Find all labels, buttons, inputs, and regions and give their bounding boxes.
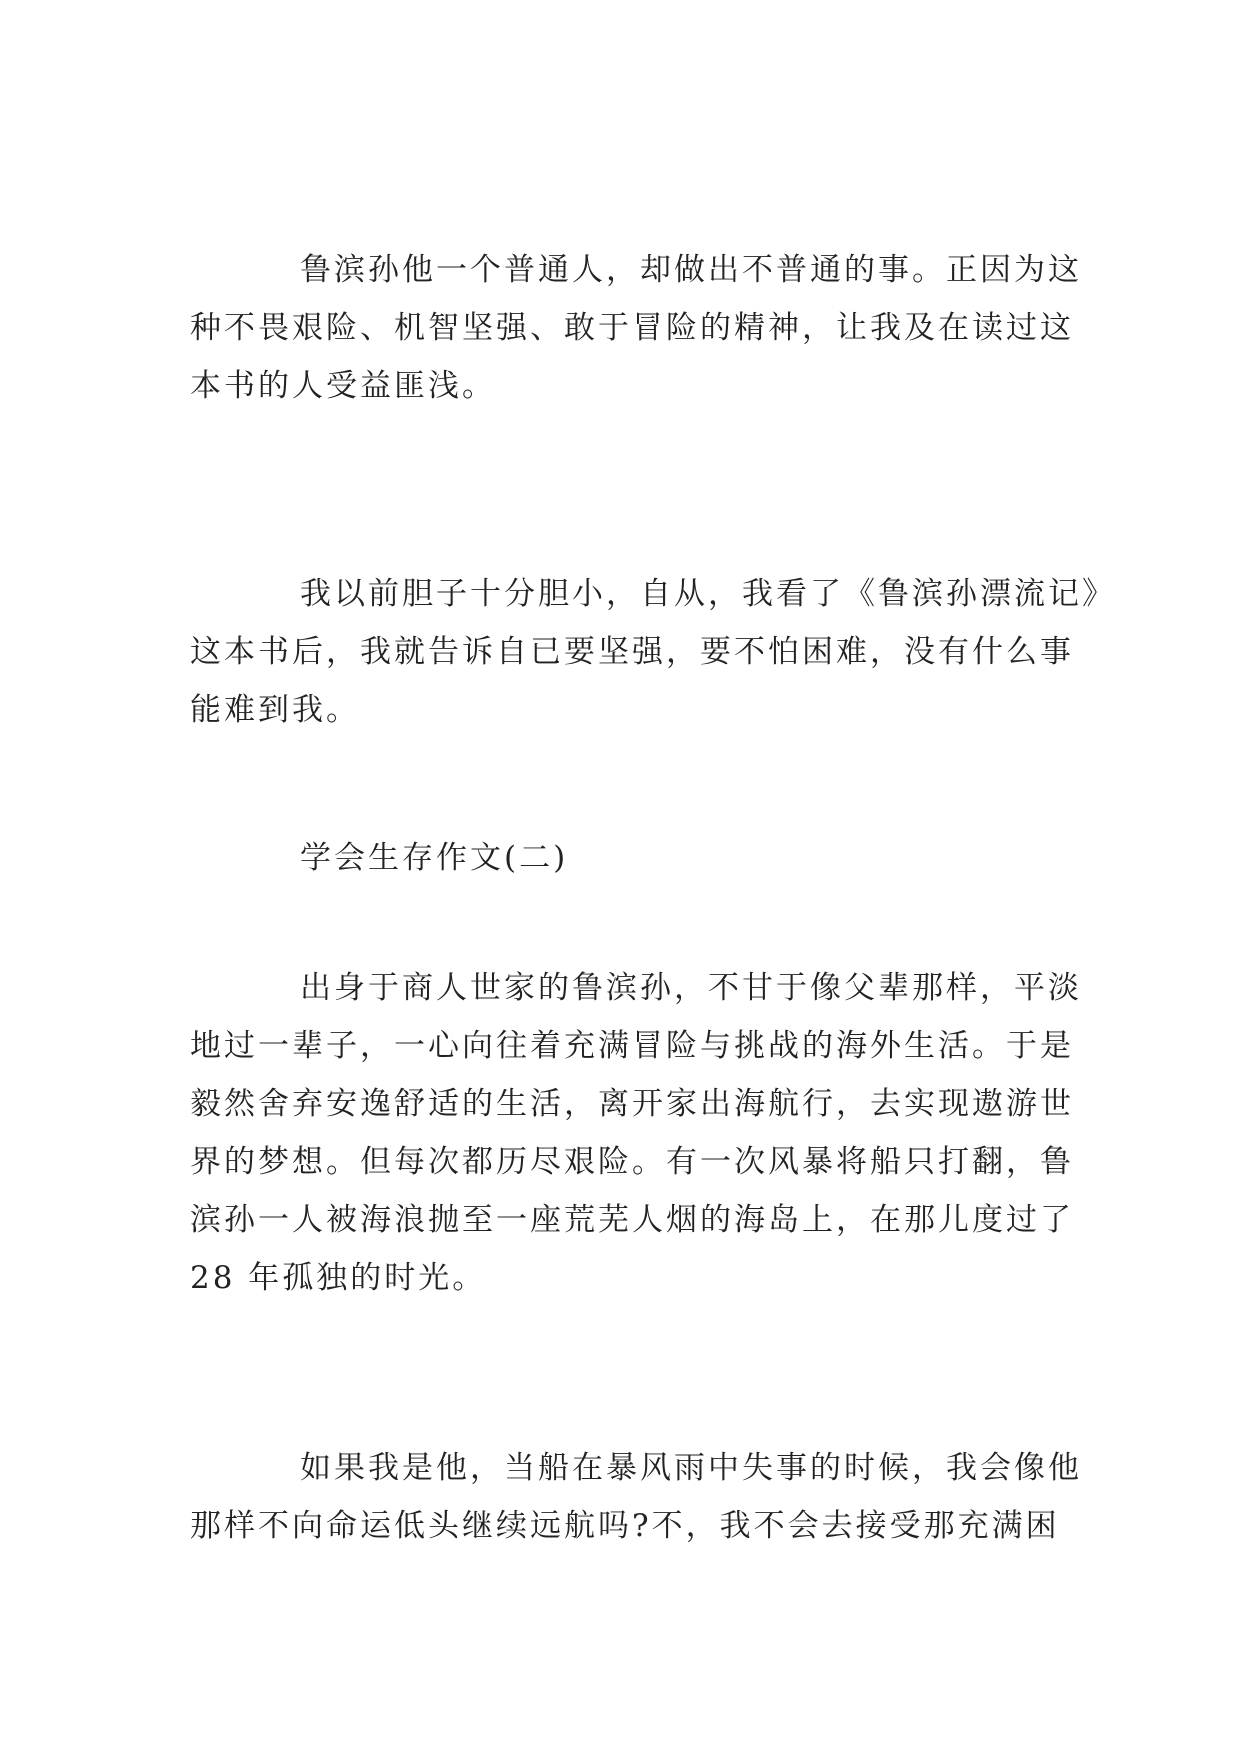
paragraph-1-line-1: 鲁滨孙他一个普通人，却做出不普通的事。正因为这 <box>300 252 1082 288</box>
section-heading: 学会生存作文(二) <box>300 840 569 876</box>
paragraph-3-line-5: 滨孙一人被海浪抛至一座荒芜人烟的海岛上，在那儿度过了 <box>190 1202 1074 1238</box>
paragraph-3-line-4: 界的梦想。但每次都历尽艰险。有一次风暴将船只打翻，鲁 <box>190 1144 1074 1180</box>
paragraph-1-line-3: 本书的人受益匪浅。 <box>190 368 496 404</box>
paragraph-2-line-3: 能难到我。 <box>190 692 360 728</box>
paragraph-2-line-1: 我以前胆子十分胆小，自从，我看了《鲁滨孙漂流记》 <box>300 576 1116 612</box>
paragraph-4-line-2: 那样不向命运低头继续远航吗?不，我不会去接受那充满困 <box>190 1508 1060 1544</box>
paragraph-1-line-2: 种不畏艰险、机智坚强、敢于冒险的精神，让我及在读过这 <box>190 310 1074 346</box>
paragraph-2-line-2: 这本书后，我就告诉自已要坚强，要不怕困难，没有什么事 <box>190 634 1074 670</box>
paragraph-3-line-1: 出身于商人世家的鲁滨孙，不甘于像父辈那样，平淡 <box>300 970 1082 1006</box>
paragraph-4-line-1: 如果我是他，当船在暴风雨中失事的时候，我会像他 <box>300 1450 1082 1486</box>
paragraph-3-line-6: 28 年孤独的时光。 <box>190 1260 487 1296</box>
paragraph-3-line-3: 毅然舍弃安逸舒适的生活，离开家出海航行，去实现遨游世 <box>190 1086 1074 1122</box>
paragraph-3-line-2: 地过一辈子，一心向往着充满冒险与挑战的海外生活。于是 <box>190 1028 1074 1064</box>
